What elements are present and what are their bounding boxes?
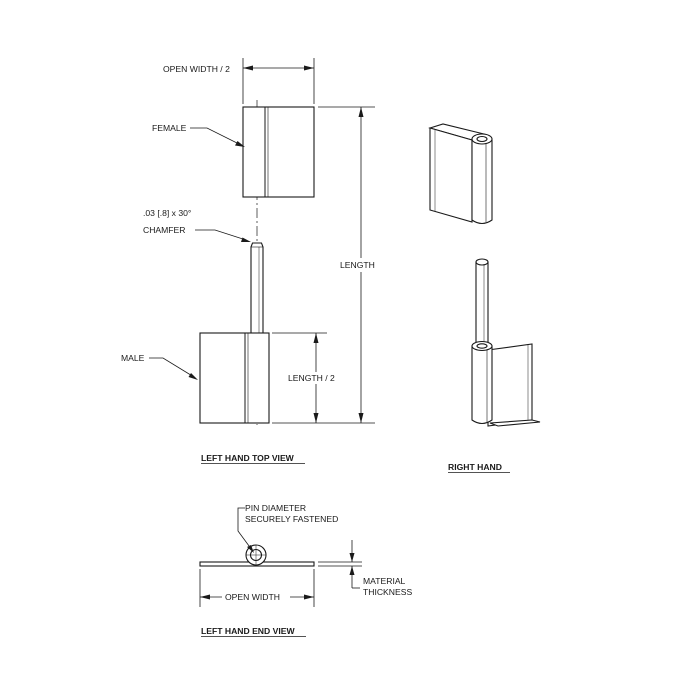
male-callout <box>121 353 198 380</box>
length-label: LENGTH <box>340 260 375 270</box>
open-width-dimension <box>200 569 314 607</box>
chamfer-callout <box>143 208 251 242</box>
male-leaf-part <box>200 333 269 423</box>
chamfer-label-line2: CHAMFER <box>143 225 186 235</box>
end-view-title: LEFT HAND END VIEW <box>201 626 295 636</box>
right-hand-male-half <box>472 342 540 427</box>
male-label: MALE <box>121 353 145 363</box>
female-callout <box>152 123 245 147</box>
right-hand-view <box>430 124 540 473</box>
male-pin-part <box>251 243 263 333</box>
pin-diameter-label-line2: SECURELY FASTENED <box>245 514 339 524</box>
open-width-half-dimension <box>163 58 314 104</box>
top-view-title: LEFT HAND TOP VIEW <box>201 453 294 463</box>
left-hand-end-view <box>200 503 412 637</box>
material-thickness-dimension <box>318 540 412 597</box>
material-thickness-label-line2: THICKNESS <box>363 587 413 597</box>
pin-diameter-label-line1: PIN DIAMETER <box>245 503 307 513</box>
length-half-label: LENGTH / 2 <box>288 373 335 383</box>
open-width-half-label: OPEN WIDTH / 2 <box>163 64 230 74</box>
length-half-dimension <box>272 333 350 423</box>
female-label: FEMALE <box>152 123 187 133</box>
right-hand-pin <box>476 259 488 346</box>
left-hand-top-view <box>121 58 386 464</box>
chamfer-label-line1: .03 [.8] x 30° <box>143 208 192 218</box>
right-hand-title: RIGHT HAND <box>448 462 502 472</box>
right-hand-female-half <box>430 124 492 224</box>
material-thickness-label-line1: MATERIAL <box>363 576 406 586</box>
open-width-label: OPEN WIDTH <box>225 592 280 602</box>
female-leaf-part <box>243 107 314 197</box>
